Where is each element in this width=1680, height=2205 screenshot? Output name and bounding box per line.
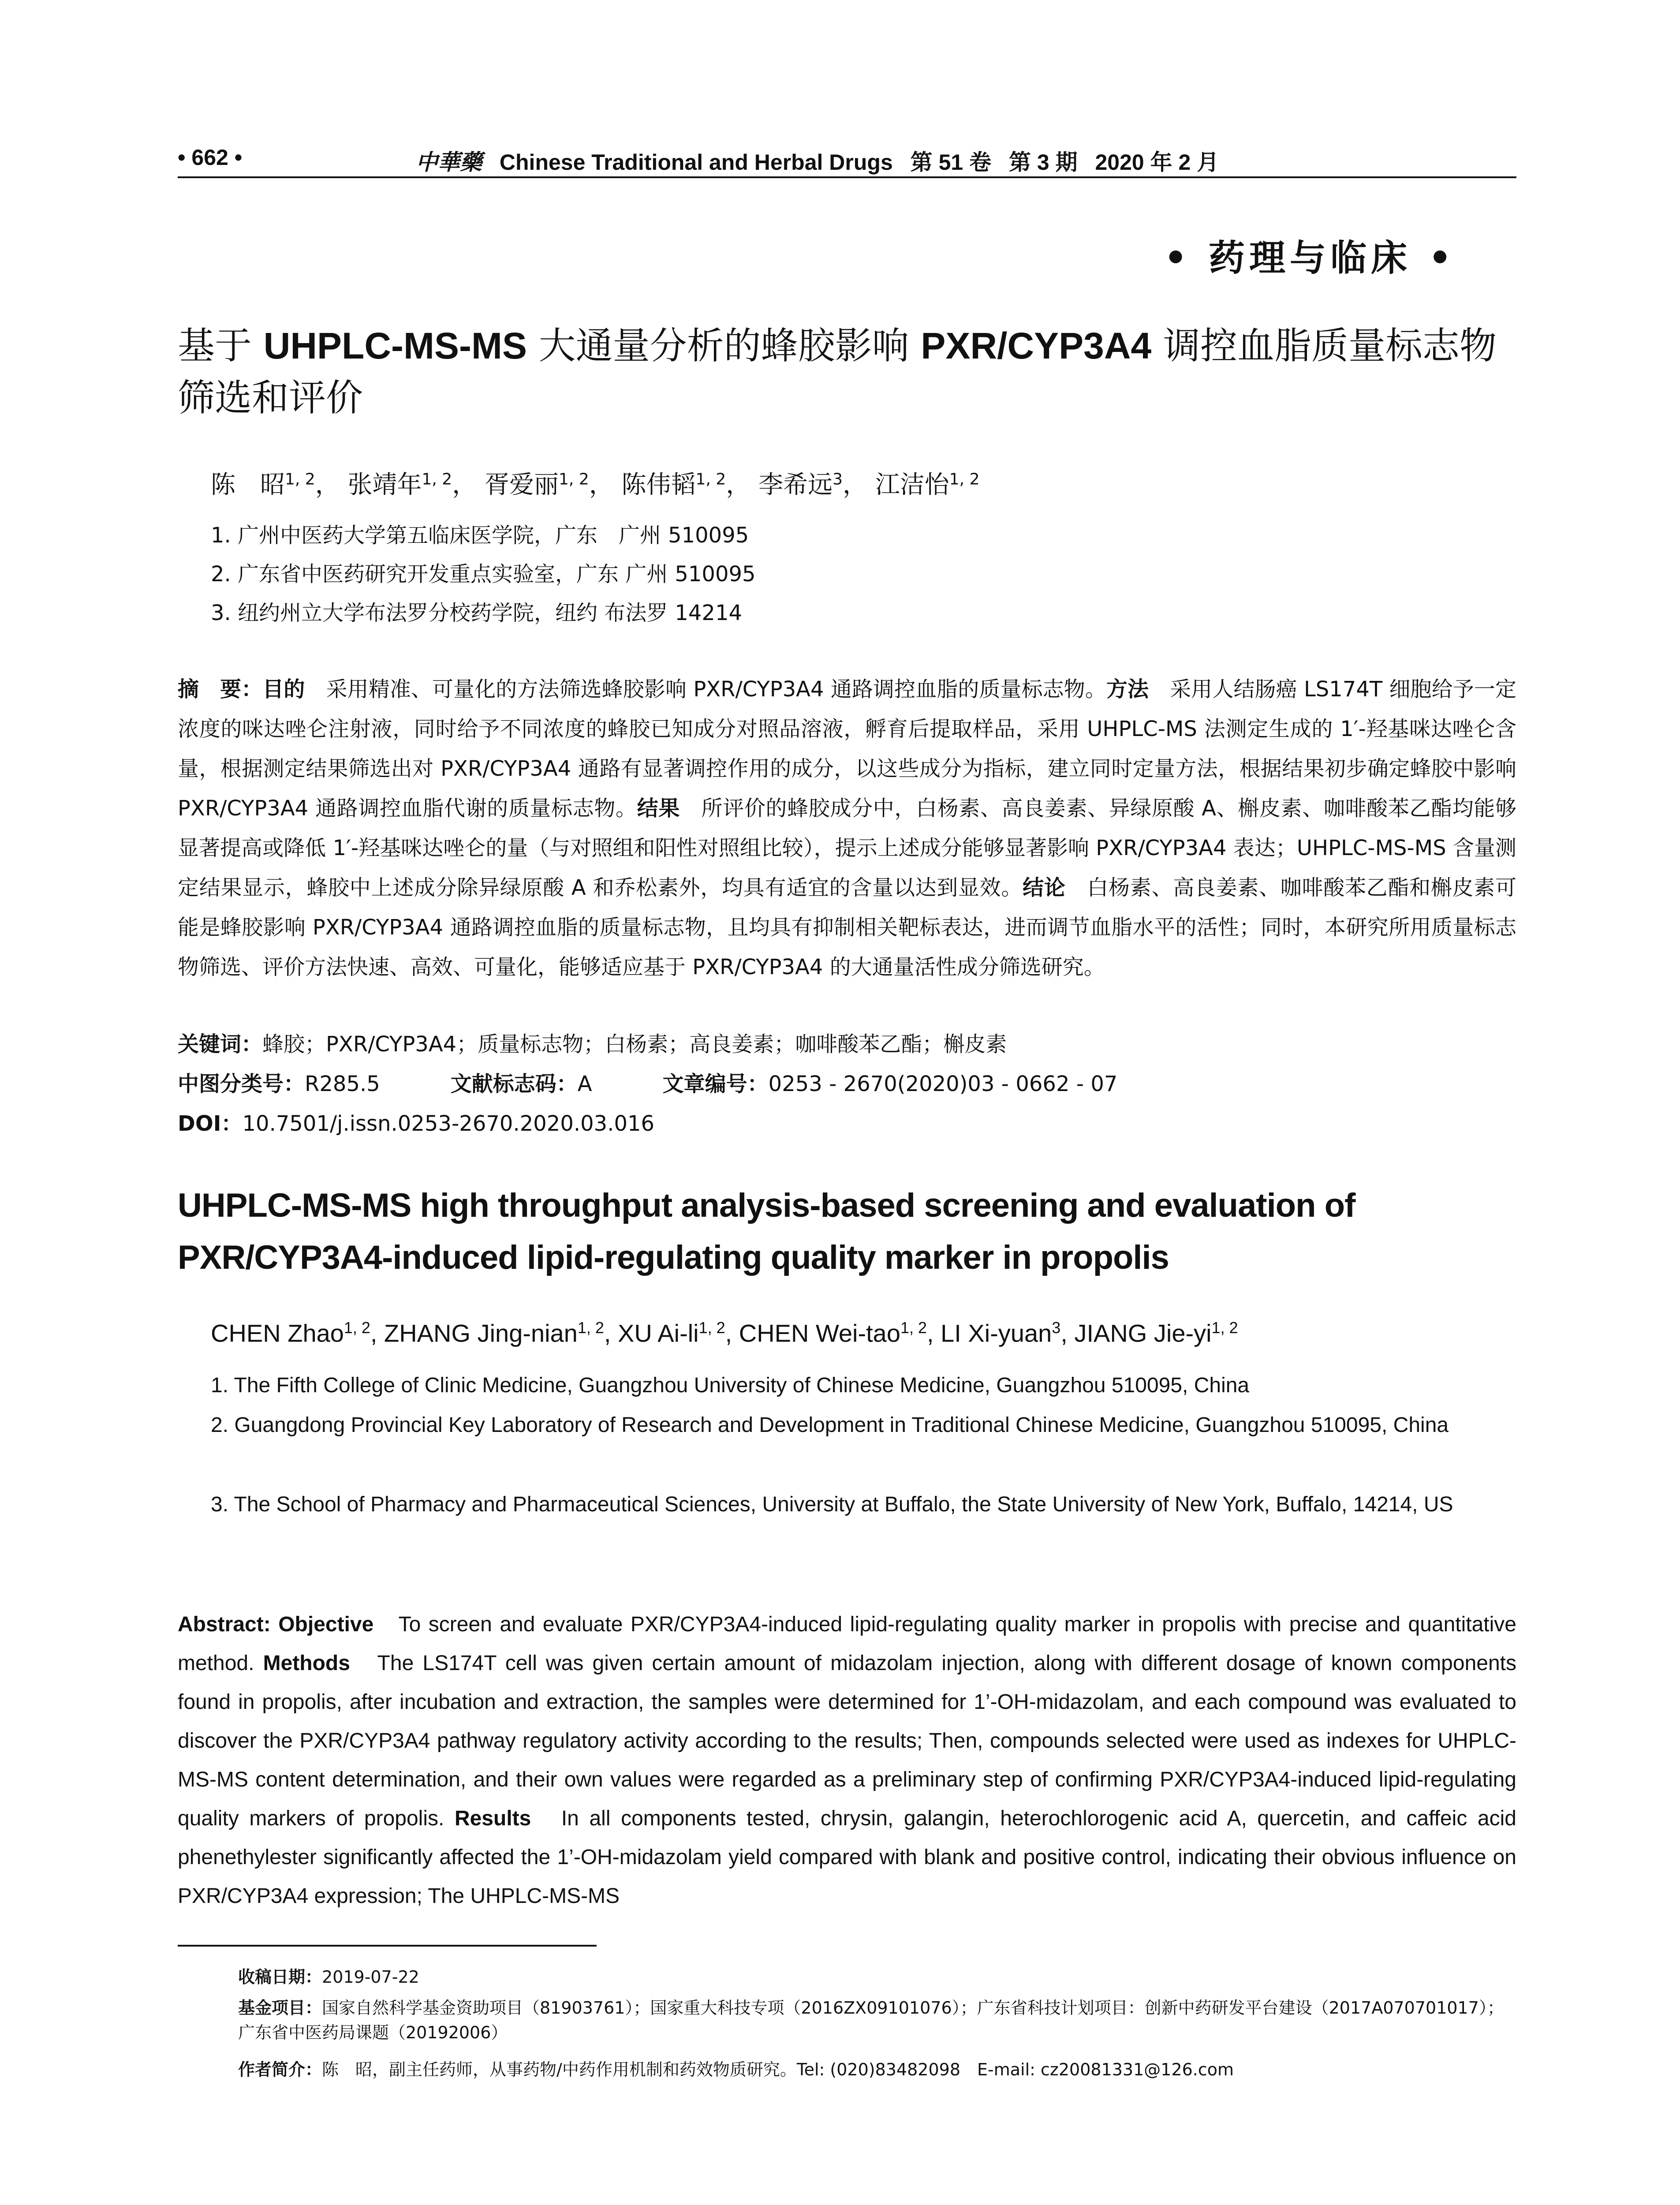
chinese-affiliation: 1. 广州中医药大学第五临床医学院，广东 广州 510095 [211,523,749,548]
classification-line: 中图分类号：R285.5 文献标志码：A 文章编号：0253 - 2670(2020)03 - 0662 - 07 [178,1072,1118,1096]
english-abstract: Abstract: Objective To screen and evaluate PXR/CYP3A4-induced lipid-regulating quality marker in propolis with precise and quantitative method. Methods The LS174T cell was given certain amount of midazolam injection, along with different dosage of known components found in propolis, after incubation and extraction, the samples were determined for 1’-OH-midazolam, and each compound was evaluated to discover the PXR/CYP3A4 pathway regulatory activity according to the results; Then, compounds selected were used as indexes for UHPLC-MS-MS content determination, and their own values were regarded as a preliminary step of confirming PXR/CYP3A4-induced lipid-regulating quality markers of propolis. Results In all components tested, chrysin, galangin, heterochlorogenic acid A, quercetin, and caffeic acid phenethylester significantly affected the 1’-OH-midazolam yield compared with blank and positive control, indicating their obvious influence on PXR/CYP3A4 expression; The UHPLC-MS-MS [178,1613,1517,1908]
journal-volume: 第 51 卷 [910,150,992,175]
english-affiliation: 1. The Fifth College of Clinic Medicine, Guangzhou University of Chinese Medicine, Guangzhou 510095, China [211,1374,1250,1397]
journal-info [416,145,1230,176]
section-label: • 药理与临床 • [1164,237,1456,279]
author-name: CHEN Zhao [211,1319,344,1347]
author-name: LI Xi-yuan [941,1319,1052,1347]
journal-logo: 中華藥 [416,149,482,175]
doi-value: 10.7501/j.issn.0253-2670.2020.03.016 [242,1111,655,1136]
author-name: 陈伟韬 [621,471,696,499]
author-name: 胥爱丽 [485,471,559,499]
english-affiliation: 2. Guangdong Provincial Key Laboratory of Research and Development in Traditional Chinese Medicine, Guangzhou 510095, China [211,1413,1449,1437]
author-name: 陈 昭 [211,471,285,499]
chinese-affiliation: 2. 广东省中医药研究开发重点实验室，广东 广州 510095 [211,562,756,587]
received-date: 收稿日期：2019-07-22 [238,1967,419,1987]
chinese-title: 基于 UHPLC-MS-MS 大通量分析的蜂胶影响 PXR/CYP3A4 调控血脂质量标志物筛选和评价 [178,324,1497,419]
header-rule [178,176,1516,178]
chinese-abstract: 摘 要：目的 采用精准、可量化的方法筛选蜂胶影响 PXR/CYP3A4 通路调控血脂的质量标志物。方法 采用人结肠癌 LS174T 细胞给予一定浓度的咪达唑仑注射液，同时给予不同浓度的蜂胶已知成分对照品溶液，孵育后提取样品，采用 UHPLC-MS 法测定生成的 1′-羟基咪达唑仑含量，根据测定结果筛选出对 PXR/CYP3A4 通路有显著调控作用的成分，以这些成分为指标，建立同时定量方法，根据结果初步确定蜂胶中影响 PXR/CYP3A4 通路调控血脂代谢的质量标志物。结果 所评价的蜂胶成分中，白杨素、高良姜素、异绿原酸 A、槲皮素、咖啡酸苯乙酯均能够显著提高或降低 1′-羟基咪达唑仑的量（与对照组和阳性对照组比较），提示上述成分能够显著影响 PXR/CYP3A4 表达；UHPLC-MS-MS 含量测定结果显示，蜂胶中上述成分除异绿原酸 A 和乔松素外，均具有适宜的含量以达到显效。结论 白杨素、高良姜素、咖啡酸苯乙酯和槲皮素可能是蜂胶影响 PXR/CYP3A4 通路调控血脂的质量标志物，且均具有抑制相关靶标表达，进而调节血脂水平的活性；同时，本研究所用质量标志物筛选、评价方法快速、高效、可量化，能够适应基于 PXR/CYP3A4 的大通量活性成分筛选研究。 [178,677,1516,979]
author-name: 江洁怡 [875,471,949,499]
author-name: 张靖年 [347,471,422,499]
journal-name: Chinese Traditional and Herbal Drugs [499,150,893,175]
fund-info: 基金项目：国家自然科学基金资助项目（81903761）；国家重大科技专项（2016ZX09101076）；广东省科技计划项目：创新中药研发平台建设（2017A070701017）；广东省中医药局课题（20192006） [238,1998,1504,2042]
journal-issue: 第 3 期 [1008,150,1078,175]
footnote-rule [178,1945,597,1947]
author-name: ZHANG Jing-nian [384,1319,578,1347]
english-affiliation: 3. The School of Pharmacy and Pharmaceutical Sciences, University at Buffalo, the State University of New York, Buffalo, 14214, US [211,1493,1453,1516]
english-authors: CHEN Zhao$^{1, 2}$, ZHANG Jing-nian$^{1, 2}$, XU Ai-li$^{1, 2}$, CHEN Wei-tao$^{1, 2}$, LI Xi-yuan$^3$, JIANG Jie-yi$^{1, 2}$ [211,1319,1238,1347]
author-name: 李希远 [758,471,833,499]
journal-date: 2020 年 2 月 [1095,150,1219,175]
author-bio: 作者简介：陈 昭，副主任药师，从事药物/中药作用机制和药效物质研究。Tel: (020)83482098 E-mail: cz20081331@126.com [238,2060,1234,2079]
page-number: • 662 • [178,145,243,170]
keywords: 关键词：蜂胶；PXR/CYP3A4；质量标志物；白杨素；高良姜素；咖啡酸苯乙酯；槲皮素 [178,1032,1007,1057]
author-name: XU Ai-li [618,1319,699,1347]
english-title: UHPLC-MS-MS high throughput analysis-based screening and evaluation of PXR/CYP3A4-induced lipid-regulating quality marker in propolis [178,1187,1355,1276]
chinese-authors: 陈 昭$^{1, 2}$， 张靖年$^{1, 2}$， 胥爱丽$^{1, 2}$， 陈伟韬$^{1, 2}$， 李希远$^3$， 江洁怡$^{1, 2}$ [211,470,980,499]
running-header [178,139,1516,175]
chinese-affiliation: 3. 纽约州立大学布法罗分校药学院，纽约 布法罗 14214 [211,601,743,625]
author-name: CHEN Wei-tao [739,1319,900,1347]
author-name: JIANG Jie-yi [1074,1319,1212,1347]
doi-line: DOI：10.7501/j.issn.0253-2670.2020.03.016 [178,1111,655,1136]
